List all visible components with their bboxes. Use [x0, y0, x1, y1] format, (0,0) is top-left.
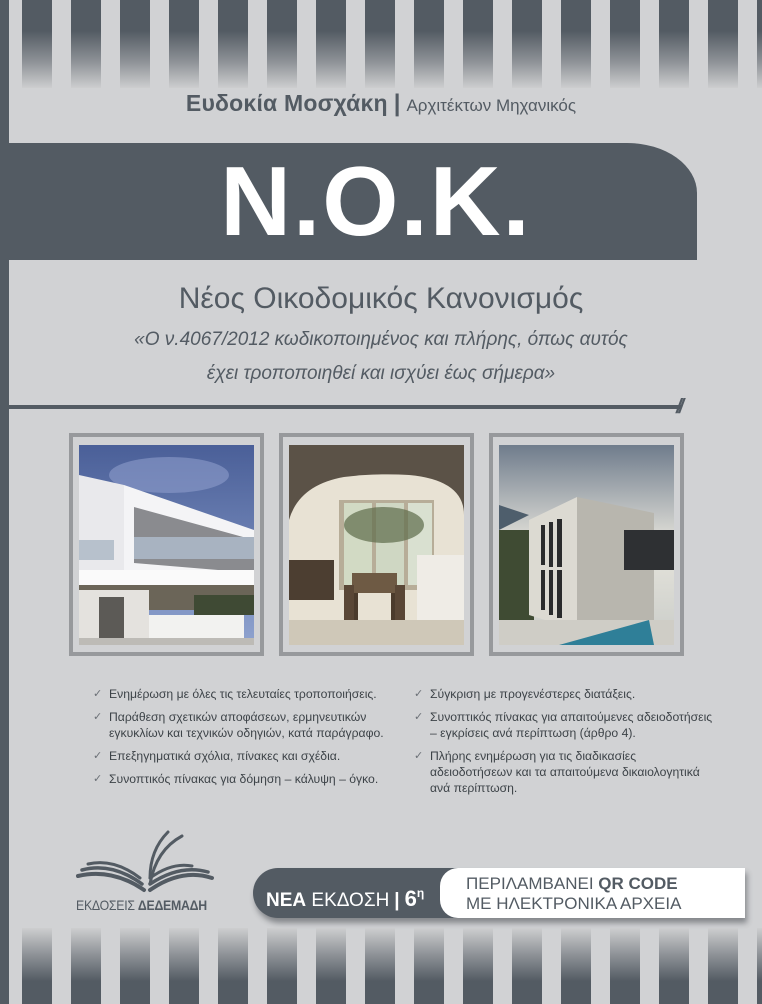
features-list-left — [93, 686, 403, 794]
qr-includes-text: ΠΕΡΙΛΑΜΒΑΝΕΙ — [466, 874, 599, 893]
qr-line-2: ΜΕ ΗΛΕΚΤΡΟΝΙΚΑ ΑΡΧΕΙΑ — [466, 894, 682, 913]
check-icon: ✓ — [93, 688, 103, 700]
edition-number: 6 — [404, 886, 417, 911]
author-title: Αρχιτέκτων Μηχανικός — [406, 96, 577, 115]
quote-line-2: έχει τροποποιηθεί και ισχύει έως σήμερα» — [206, 363, 556, 384]
author-name: Ευδοκία Μοσχάκη — [185, 90, 388, 116]
bottom-stripe-pattern — [0, 928, 762, 1004]
check-icon: ✓ — [414, 711, 424, 723]
edition-word: ΕΚΔΟΣΗ — [311, 890, 390, 911]
features-list-right — [414, 686, 714, 803]
left-edge-bar — [0, 0, 9, 1004]
publisher-prefix: ΕΚΔΟΣΕΙΣ — [76, 897, 135, 913]
feature-text: Πλήρης ενημέρωση για τις διαδικασίες αδειοδοτήσεων και τα απαιτούμενα δικαιολογητικά ανά περίπτωση. — [430, 749, 700, 795]
edition-label — [266, 868, 424, 918]
feature-text: Συνοπτικός πίνακας για δόμηση – κάλυψη – όγκο. — [109, 772, 379, 786]
book-subtitle: Νέος Οικοδομικός Κανονισμός — [178, 282, 584, 315]
check-icon: ✓ — [414, 688, 424, 700]
check-icon: ✓ — [414, 750, 424, 762]
top-stripe-pattern — [0, 0, 762, 88]
feature-item — [93, 748, 403, 764]
qr-code-text: QR CODE — [598, 874, 678, 893]
qr-line-1 — [466, 874, 678, 893]
feature-item — [93, 709, 403, 741]
feature-text: Παράθεση σχετικών αποφάσεων, ερμηνευτικών εγκυκλίων και τεχνικών οδηγιών, κατά παράγραφο. — [109, 710, 384, 740]
feature-item — [414, 748, 714, 796]
check-icon: ✓ — [93, 711, 103, 723]
photo-frame-sea-house — [489, 433, 684, 656]
feature-item — [414, 709, 714, 741]
edition-suffix: η — [416, 886, 425, 900]
feature-item — [93, 686, 403, 702]
feature-text: Συνοπτικός πίνακας για απαιτούμενες αδειοδοτήσεις – εγκρίσεις ανά περίπτωση (άρθρο 4). — [430, 710, 713, 740]
author-separator: | — [393, 90, 401, 117]
feature-item — [414, 686, 714, 702]
feature-text: Ενημέρωση με όλες τις τελευταίες τροποποιήσεις. — [109, 687, 377, 701]
photo-stone-kitchen — [289, 445, 464, 645]
check-icon: ✓ — [93, 773, 103, 785]
photo-sea-view-house — [499, 445, 674, 645]
quote-line-1: «Ο ν.4067/2012 κωδικοποιημένος και πλήρης, όπως αυτός — [134, 329, 628, 350]
edition-new: ΝΕΑ — [266, 890, 307, 911]
author-line — [0, 90, 762, 118]
divider-slash-mark: // — [676, 396, 682, 418]
publisher-name — [76, 897, 207, 913]
publisher-brand: ΔΕΔΕΜΑΔΗ — [137, 897, 207, 913]
divider-line — [9, 405, 681, 409]
edition-separator: | — [394, 890, 400, 911]
photo-frame-kitchen — [279, 433, 474, 656]
check-icon: ✓ — [93, 750, 103, 762]
book-title: N.O.K. — [220, 146, 532, 256]
photo-modern-house — [79, 445, 254, 645]
feature-text: Σύγκριση με προγενέστερες διατάξεις. — [430, 687, 636, 701]
feature-item — [93, 771, 403, 787]
photo-frame-house — [69, 433, 264, 656]
feature-text: Επεξηγηματικά σχόλια, πίνακες και σχέδια. — [109, 749, 341, 763]
